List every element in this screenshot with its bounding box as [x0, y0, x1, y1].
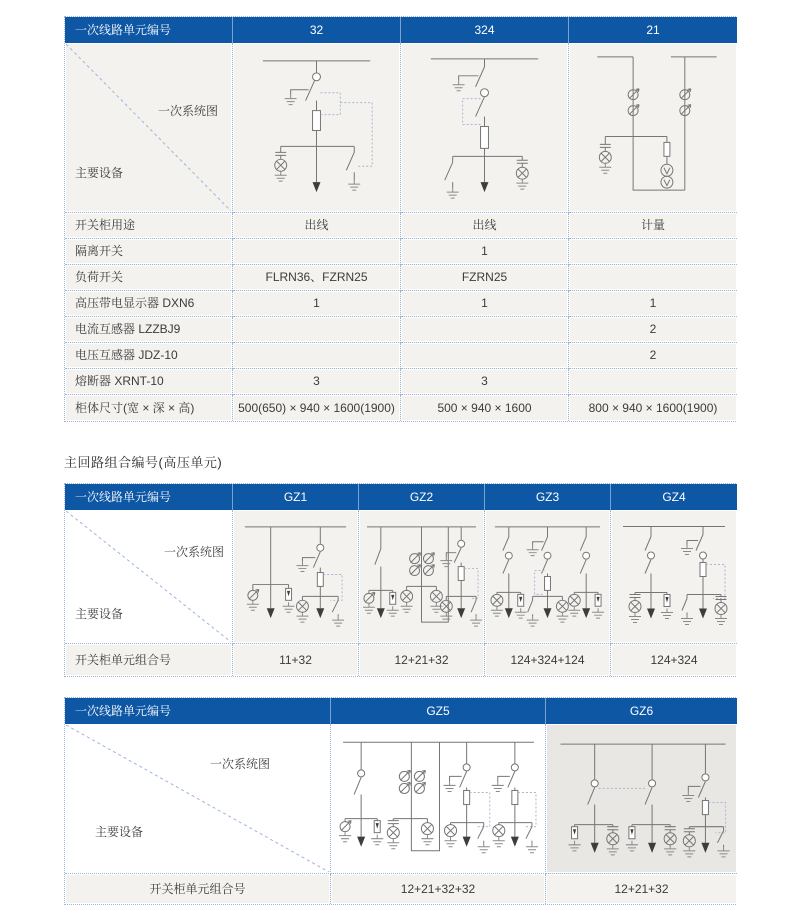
t1-row-value: 500 × 940 × 1600 — [401, 395, 569, 421]
diagonal-divider-line — [66, 44, 231, 211]
circuit-diagram-32 — [233, 43, 400, 212]
t2-diagonal-cell — [65, 510, 233, 644]
t1-row-value — [233, 317, 401, 343]
t2-header-gz1: GZ1 — [233, 484, 359, 510]
t1-diagonal-cell — [65, 43, 233, 213]
t1-row-value — [569, 369, 737, 395]
t1-row-value: 2 — [569, 343, 737, 369]
t3-combo-value: 12+21+32+32 — [331, 874, 546, 904]
t3-header-gz6: GZ6 — [546, 698, 737, 724]
t1-row-label: 负荷开关 — [65, 265, 233, 291]
t1-row-value — [401, 343, 569, 369]
t1-row-label: 电流互感器 LZZBJ9 — [65, 317, 233, 343]
label-main-equipment: 主要设备 — [75, 165, 124, 180]
t2-header-gz4: GZ4 — [611, 484, 737, 510]
t1-row-label: 柜体尺寸(宽 × 深 × 高) — [65, 395, 233, 421]
t1-header-col-324: 324 — [401, 17, 569, 43]
t1-diagram-21 — [569, 43, 737, 213]
t1-row-value: 1 — [401, 291, 569, 317]
t1-row-value: 1 — [401, 239, 569, 265]
t2-combo-value: 11+32 — [233, 644, 359, 676]
label-main-equipment: 主要设备 — [95, 824, 144, 839]
diagonal-divider-line — [66, 511, 231, 642]
t1-row-value: 出线 — [401, 213, 569, 239]
t3-combo-label: 开关柜单元组合号 — [65, 874, 331, 904]
t2-combo-value: 12+21+32 — [359, 644, 485, 676]
t1-row-value: 计量 — [569, 213, 737, 239]
circuit-diagram-21 — [569, 43, 737, 212]
t3-header-gz5: GZ5 — [331, 698, 546, 724]
t1-row-label: 高压带电显示器 DXN6 — [65, 291, 233, 317]
circuit-diagram-gz1 — [233, 510, 358, 643]
t1-row-value: 1 — [569, 291, 737, 317]
table-primary-units — [64, 16, 736, 422]
t1-row-value: 800 × 940 × 1600(1900) — [569, 395, 737, 421]
t3-combo-value: 12+21+32 — [546, 874, 737, 904]
t1-row-label: 开关柜用途 — [65, 213, 233, 239]
label-main-equipment: 主要设备 — [75, 606, 124, 621]
label-system-diagram: 一次系统图 — [209, 756, 270, 771]
table-hv-unit-combos-2 — [64, 697, 736, 905]
t2-combo-value: 124+324+124 — [485, 644, 611, 676]
t1-header-label: 一次线路单元编号 — [65, 17, 233, 43]
t2-header-gz2: GZ2 — [359, 484, 485, 510]
t1-row-value: 出线 — [233, 213, 401, 239]
t2-combo-value: 124+324 — [611, 644, 737, 676]
t2-diagram-gz2 — [359, 510, 485, 644]
t2-combo-label: 开关柜单元组合号 — [65, 644, 233, 676]
circuit-diagram-gz2 — [359, 510, 484, 643]
diagonal-divider-line — [66, 725, 329, 872]
t1-diagram-324 — [401, 43, 569, 213]
circuit-diagram-gz5 — [331, 724, 545, 873]
t2-diagram-gz4 — [611, 510, 737, 644]
circuit-diagram-gz3 — [485, 510, 610, 643]
t1-row-value — [569, 265, 737, 291]
t1-header-col-21: 21 — [569, 17, 737, 43]
t1-row-value: 500(650) × 940 × 1600(1900) — [233, 395, 401, 421]
label-system-diagram: 一次系统图 — [157, 103, 218, 118]
t1-row-value: 1 — [233, 291, 401, 317]
t1-row-value: FLRN36、FZRN25 — [233, 265, 401, 291]
circuit-diagram-gz6 — [546, 724, 737, 873]
t1-row-value: 3 — [401, 369, 569, 395]
t1-row-value — [233, 343, 401, 369]
t1-header-col-32: 32 — [233, 17, 401, 43]
t3-diagram-gz5 — [331, 724, 546, 874]
t3-header-label: 一次线路单元编号 — [65, 698, 331, 724]
table-hv-unit-combos — [64, 483, 736, 677]
t1-row-value: FZRN25 — [401, 265, 569, 291]
t1-row-value — [233, 239, 401, 265]
circuit-diagram-324 — [401, 43, 568, 212]
section-title-main-circuit-combos: 主回路组合编号(高压单元) — [64, 455, 223, 470]
page-content — [64, 16, 736, 905]
t3-diagram-gz6 — [546, 724, 737, 874]
t2-diagram-gz1 — [233, 510, 359, 644]
t1-row-value — [569, 239, 737, 265]
label-system-diagram: 一次系统图 — [163, 544, 224, 559]
t2-header-gz3: GZ3 — [485, 484, 611, 510]
t3-diagonal-cell — [65, 724, 331, 874]
t1-row-value — [401, 317, 569, 343]
t1-diagram-32 — [233, 43, 401, 213]
t1-row-label: 电压互感器 JDZ-10 — [65, 343, 233, 369]
t1-row-value: 2 — [569, 317, 737, 343]
t2-header-label: 一次线路单元编号 — [65, 484, 233, 510]
t1-row-value: 3 — [233, 369, 401, 395]
circuit-diagram-gz4 — [611, 510, 737, 643]
t1-row-label: 熔断器 XRNT-10 — [65, 369, 233, 395]
t1-row-label: 隔离开关 — [65, 239, 233, 265]
t2-diagram-gz3 — [485, 510, 611, 644]
